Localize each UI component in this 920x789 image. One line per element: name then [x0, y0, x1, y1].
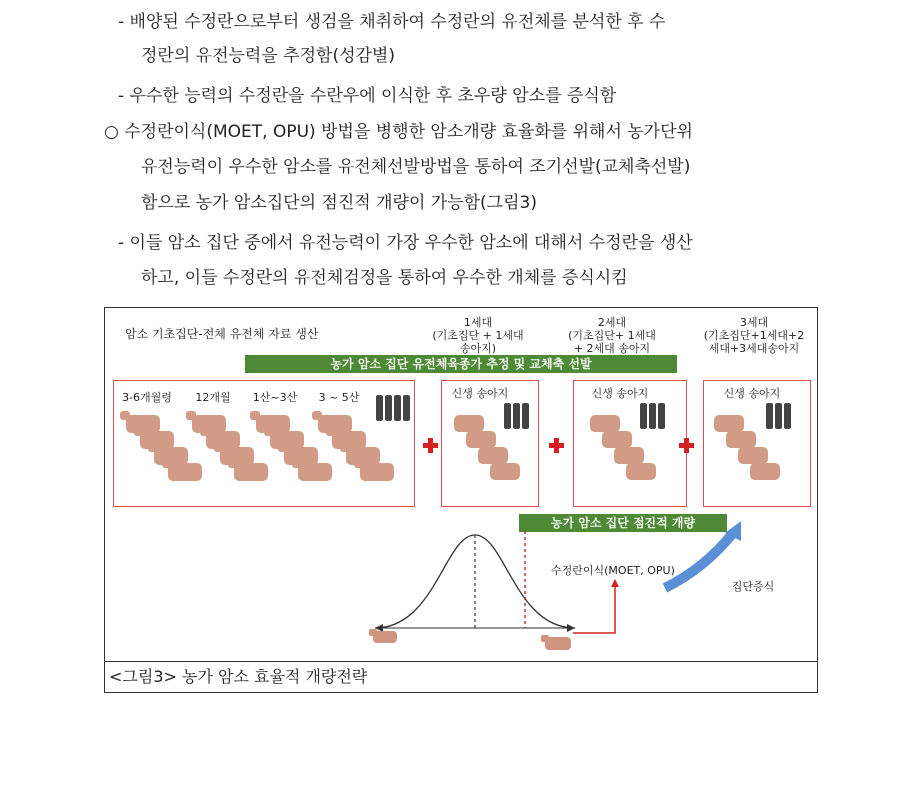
text-line-5: 유전능력이 우수한 암소를 유전체선발방법을 통하여 조기선발(교체축선발): [141, 157, 691, 177]
plus-icon: [549, 438, 564, 453]
text-line-2: 정란의 유전능력을 추정함(성감별): [141, 46, 395, 66]
figure-caption: <그림3> 농가 암소 효율적 개량전략: [105, 661, 817, 692]
plus-icon: [679, 438, 694, 453]
text-line-3: - 우수한 능력의 수정란을 수란우에 이식한 후 초우량 암소를 증식함: [118, 86, 617, 106]
cow-herd-illustration: [114, 381, 414, 507]
text-line-4: ○ 수정란이식(MOET, OPU) 방법을 병행한 암소개량 효율화를 위해서 농가단위: [104, 122, 693, 142]
base-title: 암소 기초집단-전체 유전체 자료 생산: [125, 327, 319, 341]
gen3-box: [703, 380, 811, 507]
text-line-6: 함으로 농가 암소집단의 점진적 개량이 가능함(그림3): [141, 193, 537, 213]
newborn-calf-label: 신생 송아지: [591, 387, 649, 400]
figure-3: [104, 307, 818, 693]
age-label: 12개월: [195, 391, 231, 404]
age-label: 3 ~ 5산: [318, 391, 360, 404]
population-increase-label: 집단증식: [731, 580, 775, 593]
gen1-cows-illustration: [442, 381, 538, 507]
gen1-title: 1세대 (기초집단 + 1세대 송아지): [432, 316, 524, 355]
banner-genomic-selection: 농가 암소 집단 유전체육종가 추정 및 교체축 선발: [245, 355, 677, 373]
gen2-title: 2세대 (기초집단+ 1세대 + 2세대 송아지: [568, 316, 656, 355]
newborn-calf-label: 신생 송아지: [451, 387, 509, 400]
age-label: 1산~3산: [252, 391, 298, 404]
banner-gradual-improvement: 농가 암소 집단 점진적 개량: [519, 514, 727, 532]
newborn-calf-label: 신생 송아지: [723, 387, 781, 400]
plus-icon: [423, 438, 438, 453]
gen2-cows-illustration: [574, 381, 686, 507]
gen1-box: [441, 380, 539, 507]
gen2-box: [573, 380, 687, 507]
gen3-title: 3세대 (기초집단+1세대+2 세대+3세대송아지: [703, 316, 805, 355]
text-line-1: - 배양된 수정란으로부터 생검을 채취하여 수정란의 유전체를 분석한 후 수: [118, 12, 666, 32]
age-label: 3-6개월령: [122, 391, 172, 404]
base-population-box: [113, 380, 415, 507]
text-line-8: 하고, 이들 수정란의 유전체검정을 통하여 우수한 개체를 증식시킴: [141, 268, 628, 288]
gen3-cows-illustration: [704, 381, 810, 507]
text-line-7: - 이들 암소 집단 중에서 유전능력이 가장 우수한 암소에 대해서 수정란을 생산: [118, 233, 693, 253]
distribution-diagram: [105, 513, 818, 663]
moet-label: 수정란이식(MOET, OPU): [551, 564, 675, 577]
